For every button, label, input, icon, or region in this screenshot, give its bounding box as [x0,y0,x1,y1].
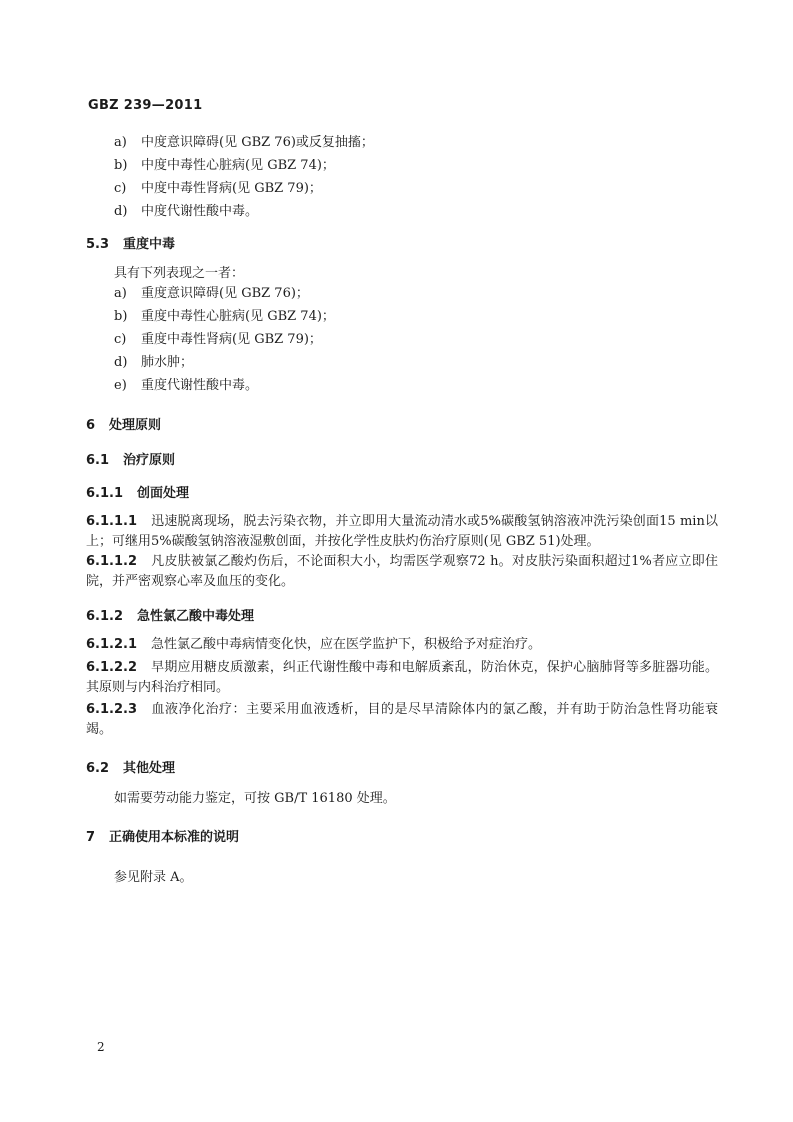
section-heading-6-1: 6.1 治疗原则 [86,453,176,468]
section-heading-6-2: 6.2 其他处理 [86,761,176,776]
clause-6-1-2-3: 6.1.2.3 血液净化治疗：主要采用血液透析，目的是尽早清除体内的氯乙酸，并有助于防治急性肾功能衰竭。 [86,702,718,737]
section-6-2-text: 如需要劳动能力鉴定，可按 GB/T 16180 处理。 [114,791,396,806]
clause-6-1-2-2: 6.1.2.2 早期应用糖皮质激素，纠正代谢性酸中毒和电解质紊乱，防治休克，保护心脑肺肾等多脏器功能。其原则与内科治疗相同。 [86,660,718,695]
page-number: 2 [97,1040,105,1054]
section-heading-5-3: 5.3 重度中毒 [86,237,176,252]
section-7-text: 参见附录 A。 [114,870,193,885]
clause-6-1-1-1: 6.1.1.1 迅速脱离现场，脱去污染衣物，并立即用大量流动清水或5%碳酸氢钠溶液冲洗污染创面15 min以上；可继用5%碳酸氢钠溶液湿敷创面，并按化学性皮肤灼伤治疗原则(见 GBZ 51)处理。 [86,514,718,549]
list-item: a) 中度意识障碍(见 GBZ 76)或反复抽搐； [114,135,374,150]
section-intro: 具有下列表现之一者： [114,266,245,281]
list-item: c) 中度中毒性肾病(见 GBZ 79)； [114,181,322,196]
section-heading-6-1-2: 6.1.2 急性氯乙酸中毒处理 [86,609,255,624]
list-item: d) 肺水肿； [114,355,194,370]
section-heading-7: 7 正确使用本标准的说明 [86,830,240,845]
section-heading-6-1-1: 6.1.1 创面处理 [86,486,190,501]
list-item: c) 重度中毒性肾病(见 GBZ 79)； [114,332,322,347]
section-heading-6: 6 处理原则 [86,418,162,433]
list-item: a) 重度意识障碍(见 GBZ 76)； [114,286,309,301]
list-item: b) 中度中毒性心脏病(见 GBZ 74)； [114,158,335,173]
list-item: b) 重度中毒性心脏病(见 GBZ 74)； [114,309,335,324]
list-item: e) 重度代谢性酸中毒。 [114,378,259,393]
list-item: d) 中度代谢性酸中毒。 [114,204,259,219]
document-id: GBZ 239—2011 [88,98,203,113]
clause-6-1-1-2: 6.1.1.2 凡皮肤被氯乙酸灼伤后，不论面积大小，均需医学观察72 h。对皮肤污染面积超过1%者应立即住院，并严密观察心率及血压的变化。 [86,554,718,589]
clause-6-1-2-1: 6.1.2.1 急性氯乙酸中毒病情变化快，应在医学监护下，积极给予对症治疗。 [86,637,542,652]
